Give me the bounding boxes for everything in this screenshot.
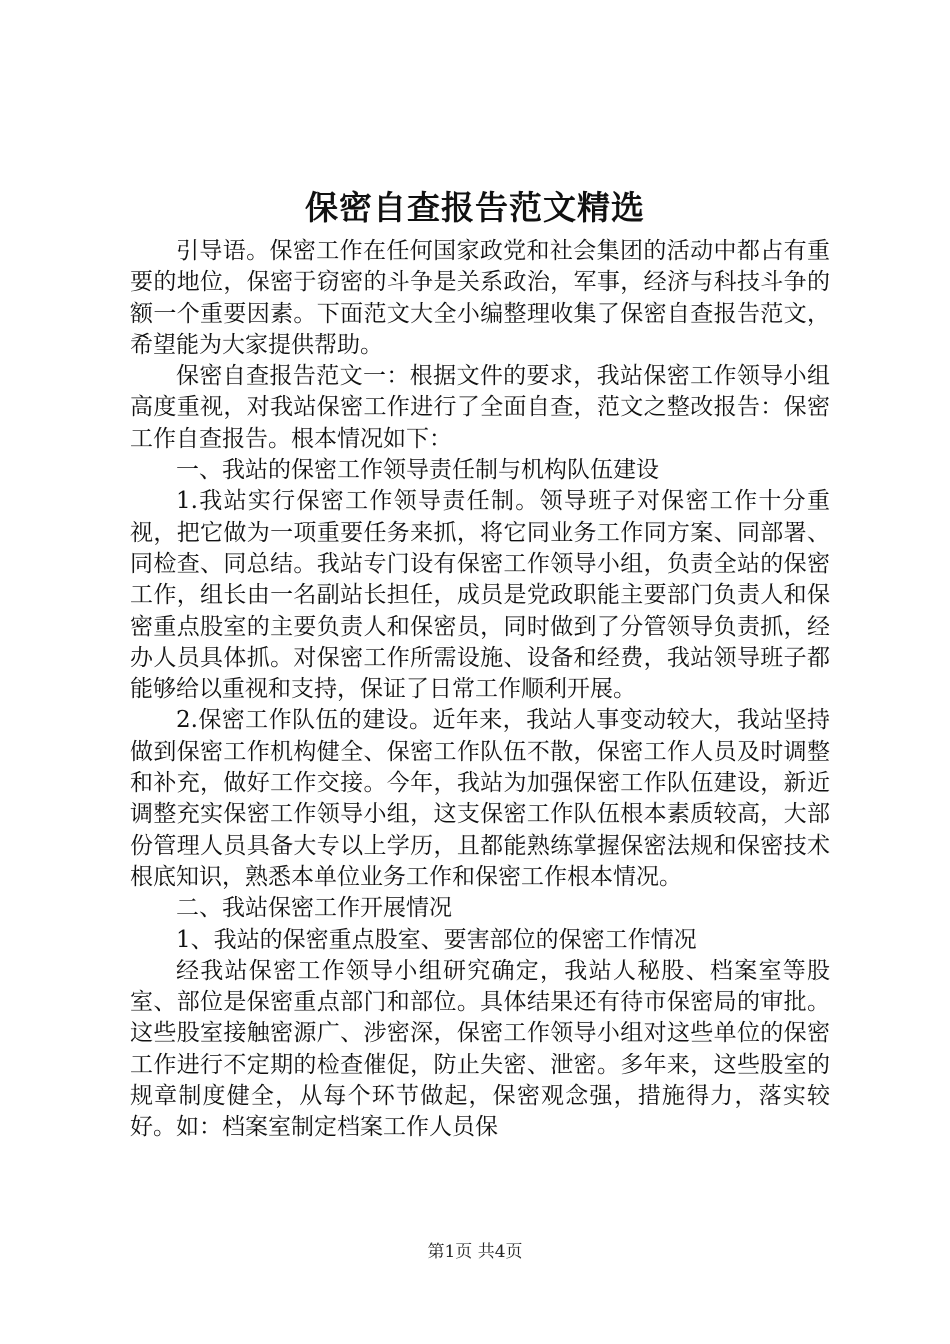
paragraph-sample-one: 保密自查报告范文一：根据文件的要求，我站保密工作领导小组高度重视，对我站保密工作进行了全面自查，范文之整改报告：保密工作自查报告。根本情况如下： [130, 363, 830, 452]
paragraph-2-1: 经我站保密工作领导小组研究确定，我站人秘股、档案室等股室、部位是保密重点部门和部位。具体结果还有待市保密局的审批。这些股室接触密源广、涉密深，保密工作领导小组对这些单位的保密工作进行不定期的检查催促，防止失密、泄密。多年来，这些股室的规章制度健全，从每个环节做起，保密观念强，措施得力，落实较好。如：档案室制定档案工作人员保 [130, 957, 830, 1141]
page-number-footer: 第1页 共4页 [427, 1242, 523, 1262]
paragraph-1-2: 2.保密工作队伍的建设。近年来，我站人事变动较大，我站坚持做到保密工作机构健全、保密工作队伍不散，保密工作人员及时调整和补充，做好工作交接。今年，我站为加强保密工作队伍建设，新近调整充实保密工作领导小组，这支保密工作队伍根本素质较高，大部份管理人员具备大专以上学历，且都能熟练掌握保密法规和保密技术根底知识，熟悉本单位业务工作和保密工作根本情况。 [130, 707, 830, 890]
paragraph-1-1: 1.我站实行保密工作领导责任制。领导班子对保密工作十分重视，把它做为一项重要任务来抓，将它同业务工作同方案、同部署、同检查、同总结。我站专门设有保密工作领导小组，负责全站的保密工作，组长由一名副站长担任，成员是党政职能主要部门负责人和保密重点股室的主要负责人和保密员，同时做到了分管领导负责抓，经办人员具体抓。对保密工作所需设施、设备和经费，我站领导班子都能够给以重视和支持，保证了日常工作顺利开展。 [130, 488, 830, 703]
document-body [130, 236, 830, 1144]
paragraph-intro: 引导语。保密工作在任何国家政党和社会集团的活动中都占有重要的地位，保密于窃密的斗争是关系政治，军事，经济与科技斗争的额一个重要因素。下面范文大全小编整理收集了保密自查报告范文，希望能为大家提供帮助。 [130, 238, 830, 358]
section-heading-2: 二、我站保密工作开展情况 [176, 895, 452, 922]
document-title: 保密自查报告范文精选 [305, 188, 645, 227]
subsection-heading-2-1: 1、我站的保密重点股室、要害部位的保密工作情况 [176, 926, 697, 953]
section-heading-1: 一、我站的保密工作领导责任制与机构队伍建设 [176, 457, 659, 484]
